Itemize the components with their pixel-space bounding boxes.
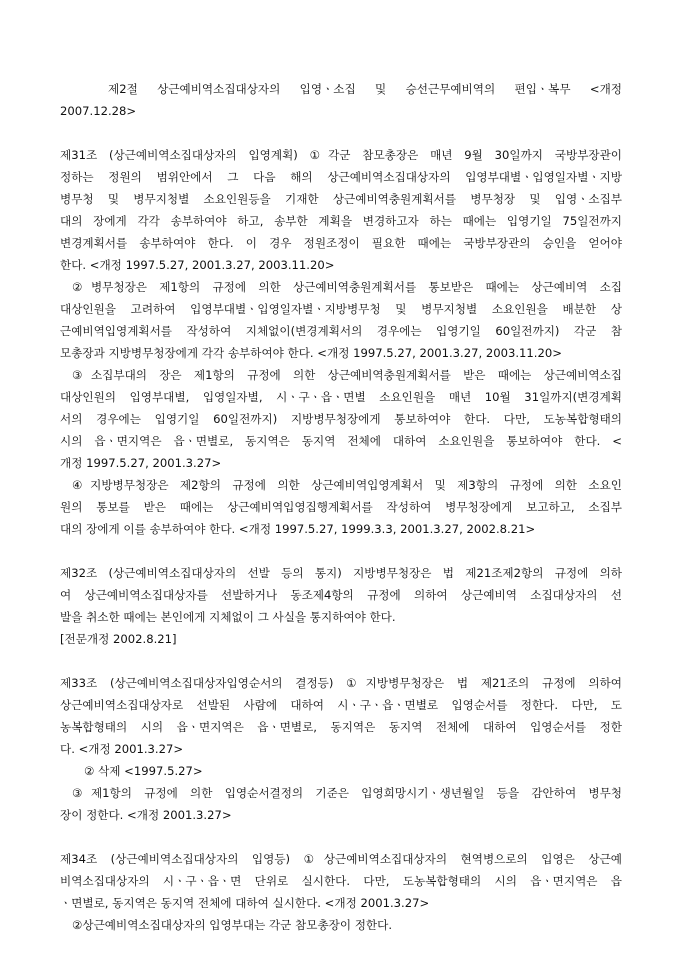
article-line: 다. <개정 2001.3.27> bbox=[60, 742, 184, 756]
article-line: 원의 통보를 받은 때에는 상근예비역입영집행계획서를 작성하여 병무청장에게 보고하고, 소집부 bbox=[60, 500, 622, 514]
chapter-heading bbox=[60, 78, 622, 122]
article-line: 모총장과 지방병무청장에게 각각 송부하여야 한다. <개정 1997.5.27, 2001.3.27, 2003.11.20> bbox=[60, 346, 562, 360]
article-line: 농복합형태의 시의 읍ㆍ면지역은 읍ㆍ면별로, 동지역은 동지역 전체에 대하여 입영순서를 정한 bbox=[60, 720, 622, 734]
article-31-paragraph-3: ③소집부대의 장은 제1항의 규정에 의한 상근예비역충원계획서를 받은 때에는 상근예비역소집 bbox=[72, 368, 622, 382]
amendment-note: [전문개정 2002.8.21] bbox=[60, 632, 177, 646]
article-31-title-line: 제31조 (상근예비역소집대상자의 입영계획) ①각군 참모총장은 매년 9월 30일까지 국방부장관이 bbox=[60, 148, 622, 162]
article-line: 상근예비역소집대상자로 선발된 사람에 대하여 시ㆍ구ㆍ읍ㆍ면별로 입영순서를 정한다. 다만, 도 bbox=[60, 698, 622, 712]
document-page bbox=[60, 78, 622, 936]
article-32-title-line: 제32조 (상근예비역소집대상자의 선발 등의 통지) 지방병무청장은 법 제21조제2항의 규정에 의하 bbox=[60, 566, 622, 580]
article-33-paragraph-2: ② 삭제 <1997.5.27> bbox=[84, 764, 203, 778]
article-34 bbox=[60, 848, 622, 936]
article-line: 대의 장에게 각각 송부하여야 하고, 송부한 계획을 변경하고자 하는 때에는 입영기일 75일전까지 bbox=[60, 214, 622, 228]
paragraph-gap bbox=[60, 540, 622, 562]
article-33 bbox=[60, 672, 622, 826]
article-line: 근예비역입영계획서를 작성하여 지체없이(변경계획서의 경우에는 입영기일 60일전까지) 각군 참 bbox=[60, 324, 622, 338]
paragraph-gap bbox=[60, 650, 622, 672]
article-line: 변경계획서를 송부하여야 한다. 이 경우 정원조정이 필요한 때에는 국방부장관의 승인을 얻어야 bbox=[60, 236, 622, 250]
article-line: 대의 장에게 이를 송부하여야 한다. <개정 1997.5.27, 1999.3.3, 2001.3.27, 2002.8.21> bbox=[60, 522, 536, 536]
article-line: 시의 읍ㆍ면지역은 읍ㆍ면별로, 동지역은 동지역 전체에 대하여 소요인원을 통보하여야 한다. < bbox=[60, 434, 622, 448]
article-line: 여 상근예비역소집대상자를 선발하거나 동조제4항의 규정에 의하여 상근예비역 소집대상자의 선 bbox=[60, 588, 622, 602]
article-31-paragraph-4: ④지방병무청장은 제2항의 규정에 의한 상근예비역입영계획서 및 제3항의 규정에 의한 소요인 bbox=[72, 478, 622, 492]
article-line: 대상인원의 입영부대별, 입영일자별, 시ㆍ구ㆍ읍ㆍ면별 소요인원을 매년 10월 31일까지(변경계획 bbox=[60, 390, 622, 404]
article-31 bbox=[60, 144, 622, 540]
article-34-title-line: 제34조 (상근예비역소집대상자의 입영등) ①상근예비역소집대상자의 현역병으로의 입영은 상근예 bbox=[60, 852, 622, 866]
article-line: 병무청 및 병무지청별 소요인원등을 기재한 상근예비역충원계획서를 병무청장 및 입영ㆍ소집부 bbox=[60, 192, 622, 206]
article-line: 서의 경우에는 입영기일 60일전까지) 지방병무청장에게 통보하여야 한다. 다만, 도농복합형태의 bbox=[60, 412, 622, 426]
chapter-heading-line: 제2절 상근예비역소집대상자의 입영ㆍ소집 및 승선근무예비역의 편입ㆍ복무 <개정 bbox=[108, 82, 622, 96]
article-line: 한다. <개정 1997.5.27, 2001.3.27, 2003.11.20> bbox=[60, 258, 335, 272]
article-32 bbox=[60, 562, 622, 650]
article-34-paragraph-2: ②상근예비역소집대상자의 입영부대는 각군 참모총장이 정한다. bbox=[72, 918, 393, 932]
article-line: 대상인원을 고려하여 입영부대별ㆍ입영일자별ㆍ지방병무청 및 병무지청별 소요인원을 배분한 상 bbox=[60, 302, 622, 316]
article-line: 정하는 정원의 범위안에서 그 다음 해의 상근예비역소집대상자의 입영부대별ㆍ입영일자별ㆍ지방 bbox=[60, 170, 622, 184]
article-33-title-line: 제33조 (상근예비역소집대상자입영순서의 결정등) ①지방병무청장은 법 제21조의 규정에 의하여 bbox=[60, 676, 622, 690]
paragraph-gap bbox=[60, 122, 622, 144]
article-line: ㆍ면별로, 동지역은 동지역 전체에 대하여 실시한다. <개정 2001.3.27> bbox=[60, 896, 430, 910]
paragraph-gap bbox=[60, 826, 622, 848]
article-line: 비역소집대상자의 시ㆍ구ㆍ읍ㆍ면 단위로 실시한다. 다만, 도농복합형태의 시의 읍ㆍ면지역은 읍 bbox=[60, 874, 622, 888]
article-line: 발을 취소한 때에는 본인에게 지체없이 그 사실을 통지하여야 한다. bbox=[60, 610, 396, 624]
article-line: 개정 1997.5.27, 2001.3.27> bbox=[60, 456, 222, 470]
article-line: 장이 정한다. <개정 2001.3.27> bbox=[60, 808, 232, 822]
article-31-paragraph-2: ②병무청장은 제1항의 규정에 의한 상근예비역충원계획서를 통보받은 때에는 상근예비역 소집 bbox=[72, 280, 622, 294]
chapter-heading-line: 2007.12.28> bbox=[60, 104, 137, 118]
article-33-paragraph-3: ③제1항의 규정에 의한 입영순서결정의 기준은 입영희망시기ㆍ생년월일 등을 감안하여 병무청 bbox=[72, 786, 622, 800]
